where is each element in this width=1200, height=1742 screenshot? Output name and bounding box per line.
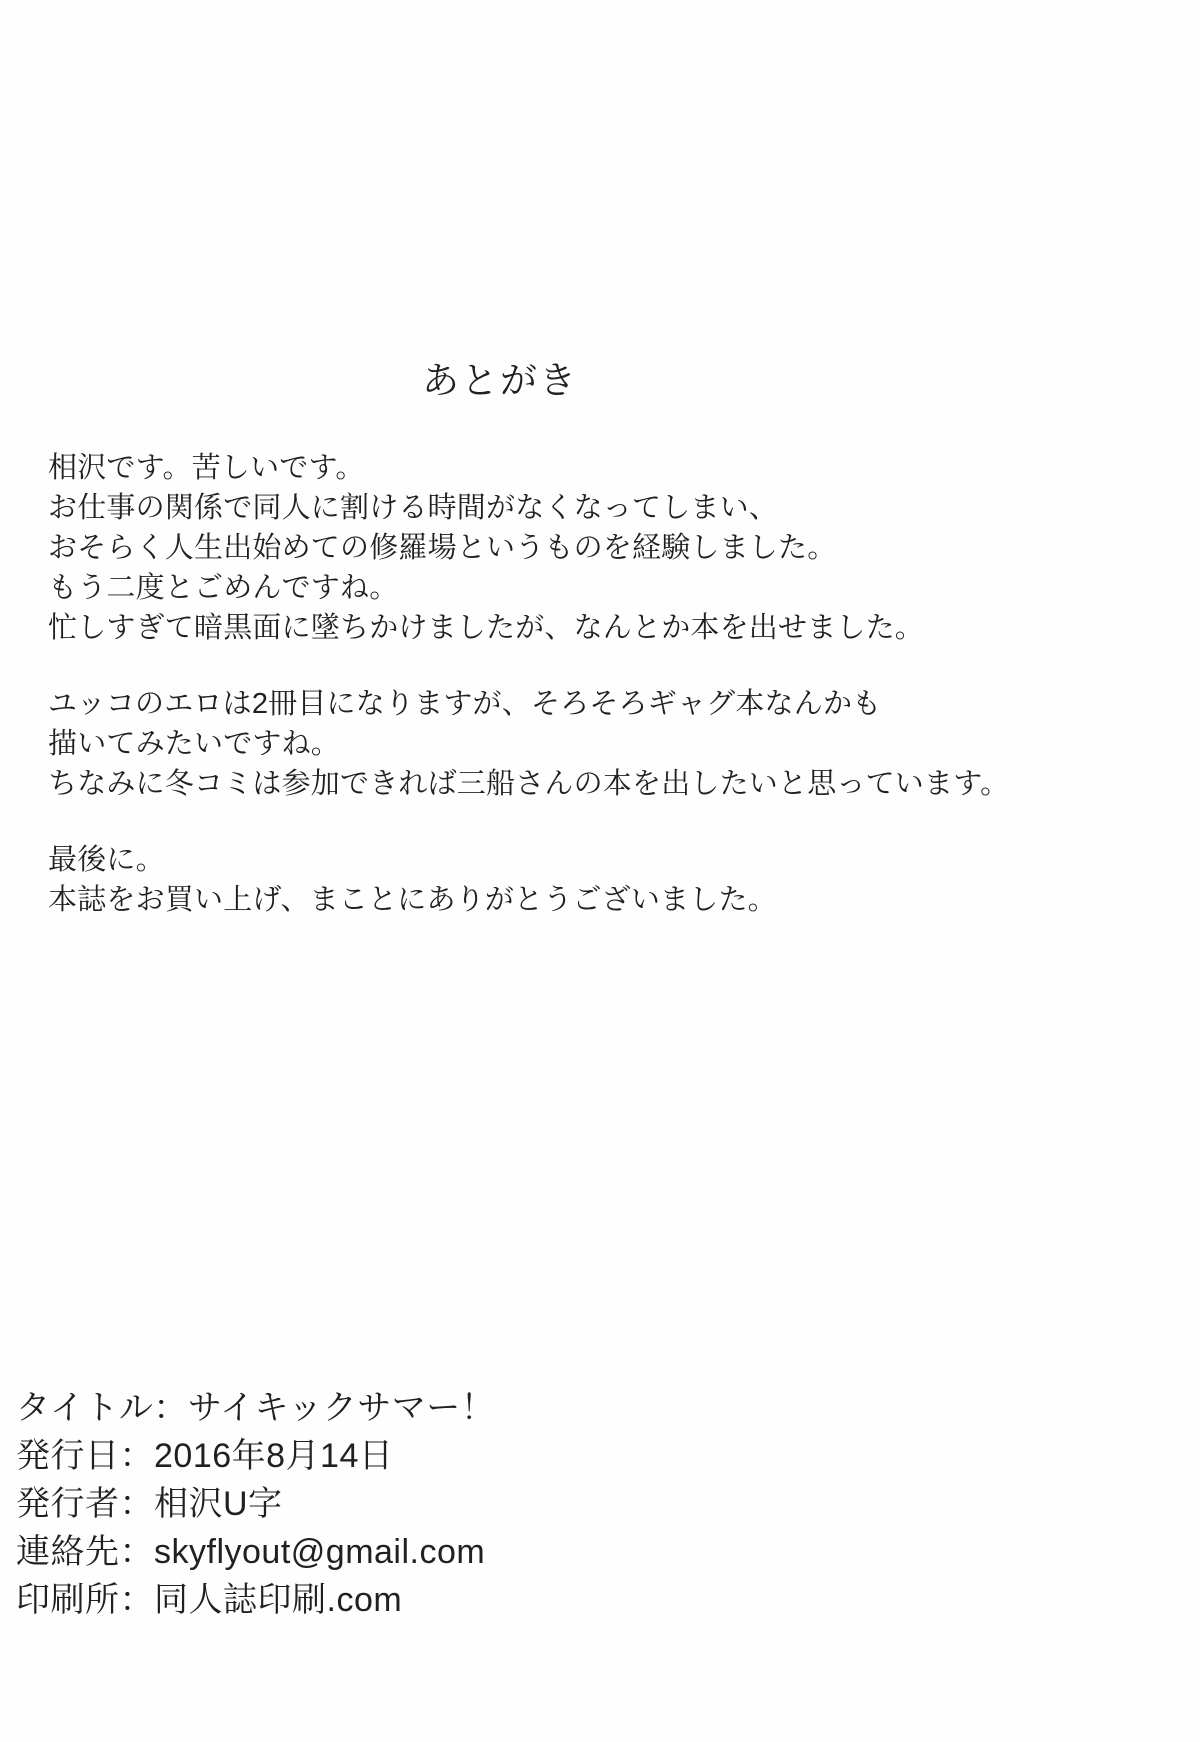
paragraph	[48, 684, 1168, 804]
colophon-printer: 印刷所：同人誌印刷.com	[16, 1581, 403, 1619]
text-line: ユッコのエロは2冊目になりますが、そろそろギャグ本なんかも	[48, 688, 882, 720]
text-line: お仕事の関係で同人に割ける時間がなくなってしまい、	[48, 492, 779, 524]
text-line: 忙しすぎて暗黒面に墜ちかけましたが、なんとか本を出せました。	[48, 612, 925, 644]
paragraph	[48, 840, 1168, 920]
paragraph	[48, 448, 1168, 648]
text-line: 本誌をお買い上げ、まことにありがとうございました。	[48, 884, 777, 916]
colophon-publisher: 発行者：相沢U字	[16, 1485, 283, 1523]
colophon-contact: 連絡先：skyflyout@gmail.com	[16, 1533, 486, 1571]
text-line: 相沢です。苦しいです。	[48, 452, 365, 484]
colophon	[16, 1384, 1166, 1624]
colophon-publish-date: 発行日：2016年8月14日	[16, 1437, 394, 1475]
text-line: 最後に。	[48, 844, 165, 876]
text-line: ちなみに冬コミは参加できれば三船さんの本を出したいと思っています。	[48, 768, 1010, 800]
colophon-title: タイトル：サイキックサマー！	[16, 1389, 496, 1427]
text-line: 描いてみたいですね。	[48, 728, 341, 760]
text-line: もう二度とごめんですね。	[48, 572, 399, 604]
afterword-body	[48, 448, 1168, 920]
text-line: おそらく人生出始めての修羅場というものを経験しました。	[48, 532, 837, 564]
page-title: あとがき	[422, 359, 578, 401]
